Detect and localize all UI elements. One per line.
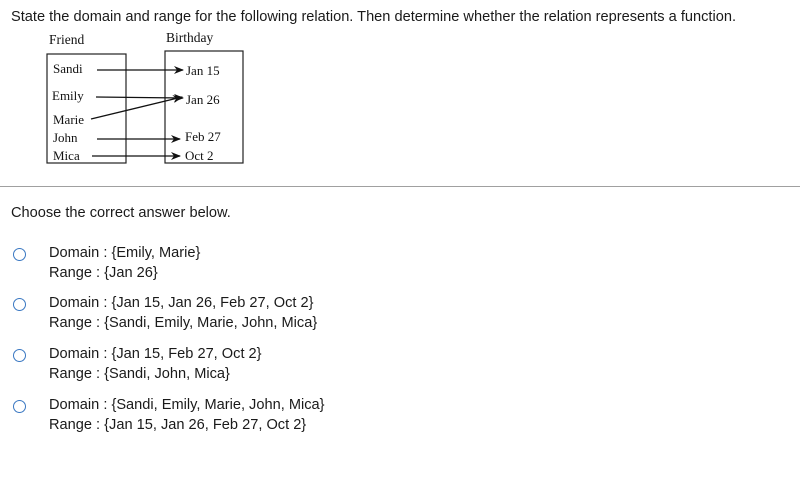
radio-button[interactable] bbox=[13, 400, 26, 413]
range-item-jan26: Jan 26 bbox=[186, 92, 220, 107]
domain-item-marie: Marie bbox=[53, 112, 85, 127]
domain-item-mica: Mica bbox=[53, 148, 80, 163]
arrow-emily-jan26 bbox=[96, 97, 183, 98]
answer-option-a[interactable] bbox=[0, 245, 420, 285]
option-domain-text: Domain : {Jan 15, Feb 27, Oct 2} bbox=[49, 346, 262, 362]
arrow-marie-jan26 bbox=[91, 97, 182, 119]
range-item-feb27: Feb 27 bbox=[185, 129, 221, 144]
answer-option-d[interactable] bbox=[0, 397, 420, 437]
divider bbox=[0, 186, 800, 187]
mapping-diagram bbox=[0, 0, 800, 180]
option-range-text: Range : {Sandi, Emily, Marie, John, Mica} bbox=[49, 315, 318, 331]
radio-button[interactable] bbox=[13, 349, 26, 362]
instruction-text: Choose the correct answer below. bbox=[11, 205, 231, 221]
answer-option-b[interactable] bbox=[0, 295, 420, 335]
domain-item-emily: Emily bbox=[52, 88, 84, 103]
radio-button[interactable] bbox=[13, 298, 26, 311]
option-range-text: Range : {Jan 15, Jan 26, Feb 27, Oct 2} bbox=[49, 417, 307, 433]
radio-button[interactable] bbox=[13, 248, 26, 261]
question-text: State the domain and range for the following relation. Then determine whether the relation represents a function. bbox=[11, 9, 736, 25]
option-range-text: Range : {Sandi, John, Mica} bbox=[49, 366, 230, 382]
domain-item-john: John bbox=[53, 130, 78, 145]
domain-item-sandi: Sandi bbox=[53, 61, 83, 76]
option-domain-text: Domain : {Emily, Marie} bbox=[49, 245, 201, 261]
answer-option-c[interactable] bbox=[0, 346, 420, 386]
range-item-oct2: Oct 2 bbox=[185, 148, 214, 163]
range-header: Birthday bbox=[166, 30, 214, 45]
domain-header: Friend bbox=[49, 32, 85, 47]
option-domain-text: Domain : {Sandi, Emily, Marie, John, Mica} bbox=[49, 397, 325, 413]
option-range-text: Range : {Jan 26} bbox=[49, 265, 158, 281]
range-item-jan15: Jan 15 bbox=[186, 63, 220, 78]
option-domain-text: Domain : {Jan 15, Jan 26, Feb 27, Oct 2} bbox=[49, 295, 314, 311]
